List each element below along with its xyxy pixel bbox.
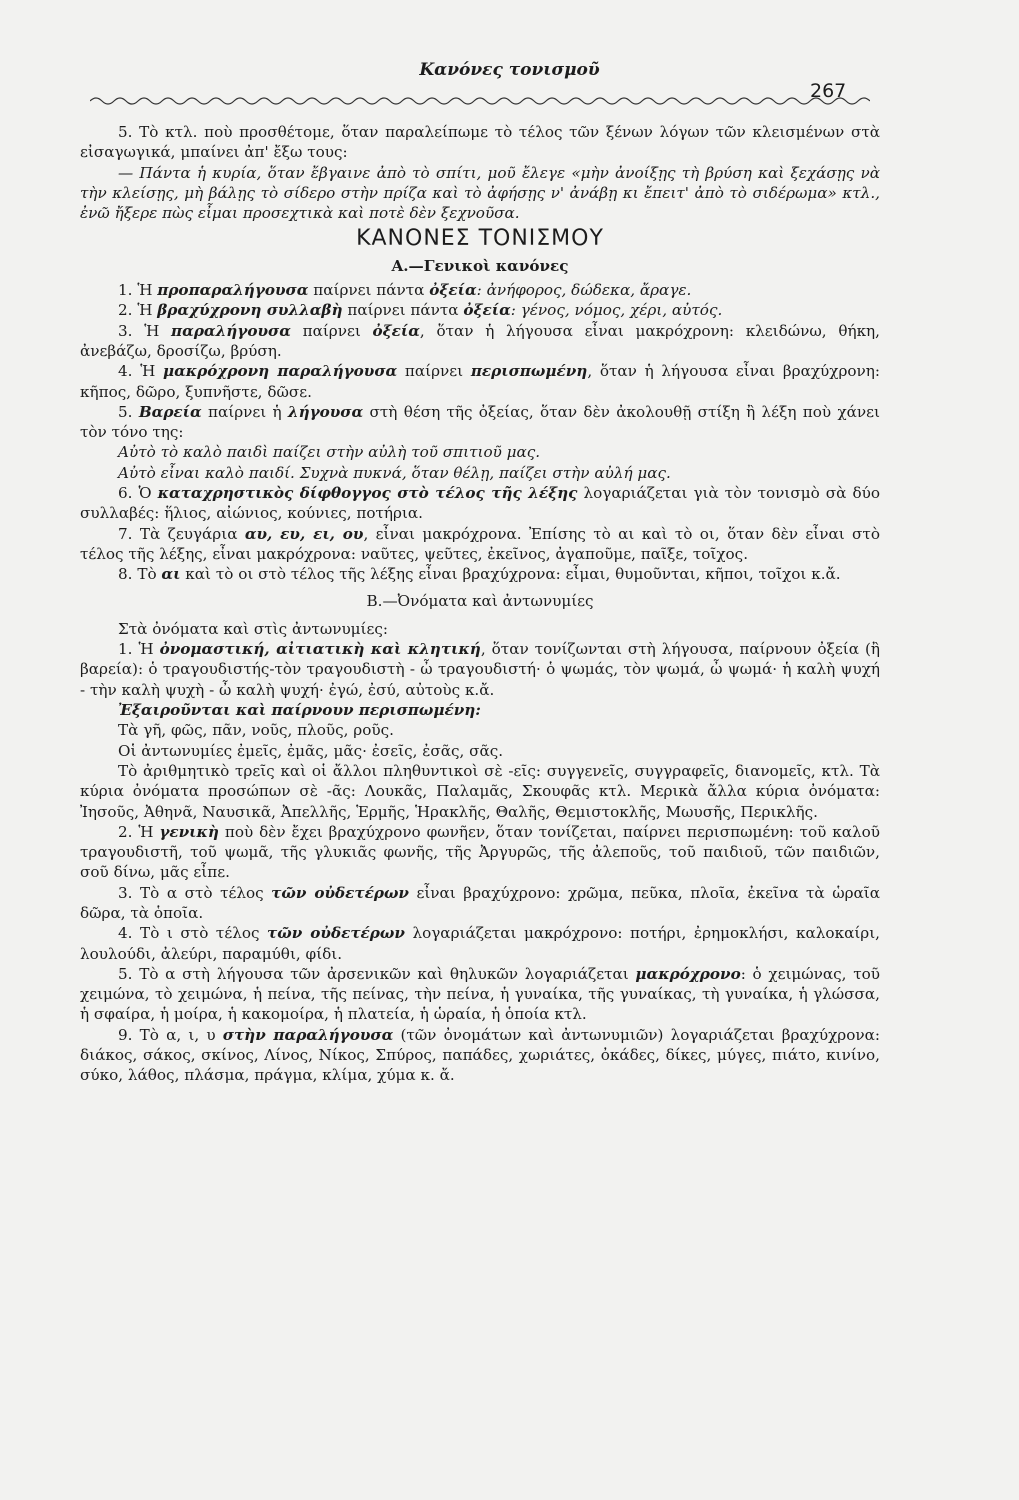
running-title: Κανόνες τονισμοῦ — [419, 60, 600, 80]
section-a-heading: Α.—Γενικοὶ κανόνες — [391, 256, 569, 275]
rule-b5: 5. Τὸ α στὴ λήγουσα τῶν ἀρσενικῶν καὶ θηλυκῶν λογαριάζεται μακρόχρονο: ὁ χειμώνας, τοῦ χειμώνα, τὸ χειμώνα, ἡ πείνα, τῆς πείνας, τὴν πείνα, ἡ γυναίκα, τῆς γυναίκας, τὴ γυναίκα, ἡ γλώσσα, ἡ σφαίρα, ἡ μοίρα, ἡ κακομοίρα, ἡ πλατεία, ἡ ὡραία, ἡ ὁποία κτλ. — [80, 964, 880, 1024]
rule-a2: 2. Ἡ βραχύχρονη συλλαβὴ παίρνει πάντα ὀξεία: γένος, νόμος, χέρι, αὐτός. — [118, 301, 723, 320]
decorative-wavy-rule — [90, 92, 870, 110]
rule-a5-example: Αὐτὸ τὸ καλὸ παιδὶ παίζει στὴν αὐλὴ τοῦ σπιτιοῦ μας. — [118, 443, 541, 462]
rule-b4: 4. Τὸ ι στὸ τέλος τῶν οὐδετέρων λογαριάζεται μακρόχρονο: ποτήρι, ἐρημοκλήσι, καλοκαίρι, λουλούδι, ἀλεύρι, παραμύθι, φίδι. — [80, 924, 880, 963]
rule-b9: 9. Τὸ α, ι, υ στὴν παραλήγουσα (τῶν ὀνομάτων καὶ ἀντωνυμιῶν) λογαριάζεται βραχύχρονα: διάκος, σάκος, σκίνος, Λίνος, Νίκος, Σπύρος, παπάδες, χωριάτες, ὀκάδες, δίκες, μύγες, πιάτο, κινίνο, σύκο, λάθος, πλάσμα, πράγμα, κλίμα, χύμα κ. ἄ. — [80, 1025, 880, 1085]
exceptions-lead: Ἐξαιροῦνται καὶ παίρνουν περισπωμένη: — [118, 701, 481, 720]
section-b-heading: Β.—Ὀνόματα καὶ ἀντωνυμίες — [366, 591, 594, 610]
rule-a5-example: Αὐτὸ εἶναι καλὸ παιδί. Συχνὰ πυκνά, ὅταν θέλῃ, παίζει στὴν αὐλή μας. — [118, 463, 671, 482]
rule-a4: 4. Ἡ μακρόχρονη παραλήγουσα παίρνει περισπωμένη, ὅταν ἡ λήγουσα εἶναι βραχύχρονη: κῆπος, δῶρο, ξυπνῆστε, δῶσε. — [80, 362, 880, 401]
rule-a5: 5. Βαρεία παίρνει ἡ λήγουσα στὴ θέση τῆς ὀξείας, ὅταν δὲν ἀκολουθῇ στίξη ἢ λέξη ποὺ χάνει τὸν τόνο της: — [80, 402, 880, 442]
page-title: ΚΑΝΟΝΕΣ ΤΟΝΙΣΜΟΥ — [356, 226, 604, 252]
page-number: 267 — [810, 80, 847, 102]
intro-paragraph: 5. Τὸ κτλ. ποὺ προσθέτομε, ὅταν παραλείπωμε τὸ τέλος τῶν ξένων λόγων τῶν κλεισμένων στὰ εἰσαγωγικά, μπαίνει ἀπ' ἔξω τους: — [80, 123, 880, 162]
rule-b3: 3. Τὸ α στὸ τέλος τῶν οὐδετέρων εἶναι βραχύχρονο: χρῶμα, πεῦκα, πλοῖα, ἐκεῖνα τὰ ὡραῖα δῶρα, τὰ ὁποῖα. — [80, 883, 880, 922]
rule-b1: 1. Ἡ ὀνομαστική, αἰτιατικὴ καὶ κλητική, ὅταν τονίζωνται στὴ λήγουσα, παίρνουν ὀξεία (ἢ βαρεία): ὁ τραγουδιστής-τὸν τραγουδιστὴ - ὦ τραγουδιστή· ὁ ψωμάς, τὸν ψωμά, ὦ ψωμά· ἡ καλὴ ψυχή - τὴν καλὴ ψυχὴ - ὦ καλὴ ψυχή· ἐγώ, ἐσύ, αὐτοὺς κ.ἄ. — [80, 640, 880, 699]
rule-a3: 3. Ἡ παραλήγουσα παίρνει ὀξεία, ὅταν ἡ λήγουσα εἶναι μακρόχρονη: κλειδώνω, θήκη, ἀνεβάζω, δροσίζω, βρύση. — [80, 321, 880, 360]
exception-item: Οἱ ἀντωνυμίες ἐμεῖς, ἐμᾶς, μᾶς· ἐσεῖς, ἐσᾶς, σᾶς. — [118, 741, 504, 760]
exception-item: Τὰ γῆ, φῶς, πᾶν, νοῦς, πλοῦς, ροῦς. — [118, 721, 394, 740]
rule-a1: 1. Ἡ προπαραλήγουσα παίρνει πάντα ὀξεία: ἀνήφορος, δώδεκα, ἄραγε. — [118, 281, 692, 300]
rule-a6: 6. Ὁ καταχρηστικὸς δίφθογγος στὸ τέλος τῆς λέξης λογαριάζεται γιὰ τὸν τονισμὸ σὰ δύο συλλαβές: ἥλιος, αἰώνιος, κούνιες, ποτήρια. — [80, 484, 880, 523]
page-body — [80, 122, 880, 1086]
rule-a8: 8. Τὸ αι καὶ τὸ οι στὸ τέλος τῆς λέξης εἶναι βραχύχρονα: εἶμαι, θυμοῦνται, κῆποι, τοῖχοι κ.ἄ. — [118, 565, 841, 584]
intro-quote: — Πάντα ἡ κυρία, ὅταν ἔβγαινε ἀπὸ τὸ σπίτι, μοῦ ἔλεγε «μὴν ἀνοίξῃς τὴ βρύση καὶ ξεχάσῃς νὰ τὴν κλείσῃς, μὴ βάλῃς τὸ σίδερο στὴν πρίζα καὶ τὸ ἀφήσῃς ν' ἀνάβῃ κι ἔπειτ' ἀπὸ τὸ σιδέρωμα» κτλ., ἐνῶ ἤξερε πὼς εἶμαι προσεχτικὰ καὶ ποτὲ δὲν ξεχνοῦσα. — [80, 163, 880, 223]
section-b-lead: Στὰ ὀνόματα καὶ στὶς ἀντωνυμίες: — [118, 619, 389, 638]
rule-a7: 7. Τὰ ζευγάρια αυ, ευ, ει, ου, εἶναι μακρόχρονα. Ἐπίσης τὸ αι καὶ τὸ οι, ὅταν δὲν εἶναι στὸ τέλος τῆς λέξης, εἶναι μακρόχρονα: ναῦτες, ψεῦτες, ἐκεῖνος, ἀγαποῦμε, παῖξε, τοῖχος. — [80, 524, 880, 563]
rule-b2: 2. Ἡ γενικὴ ποὺ δὲν ἔχει βραχύχρονο φωνῆεν, ὅταν τονίζεται, παίρνει περισπωμένη: τοῦ καλοῦ τραγουδιστῆ, τοῦ ψωμᾶ, τῆς γλυκιᾶς φωνῆς, τῆς Ἀργυρῶς, τῆς ἀλεποῦς, τοῦ παιδιοῦ, τῶν παιδιῶν, σοῦ δίνω, μᾶς εἶπε. — [80, 822, 880, 882]
exception-item: Τὸ ἀριθμητικὸ τρεῖς καὶ οἱ ἄλλοι πληθυντικοὶ σὲ -εῖς: συγγενεῖς, συγγραφεῖς, διανομεῖς, κτλ. Τὰ κύρια ὀνόματα προσώπων σὲ -ᾶς: Λουκᾶς, Παλαμᾶς, Σκουφᾶς κτλ. Μερικὰ ἄλλα κύρια ὀνόματα: Ἰησοῦς, Ἀθηνᾶ, Ναυσικᾶ, Ἀπελλῆς, Ἑρμῆς, Ἡρακλῆς, Θαλῆς, Θεμιστοκλῆς, Μωυσῆς, Περικλῆς. — [80, 761, 880, 821]
